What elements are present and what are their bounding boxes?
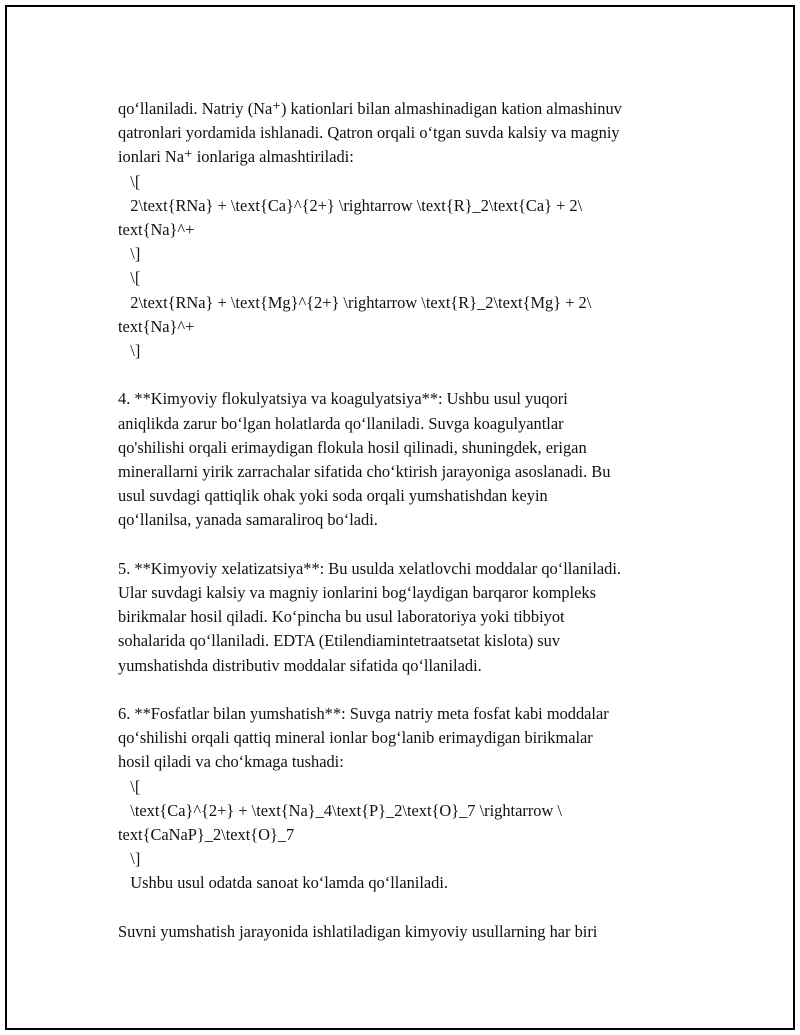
paragraph-6 (118, 702, 698, 896)
text-line: qo‘llanilsa, yanada samaraliroq bo‘ladi. (118, 510, 378, 530)
paragraph-intro (118, 97, 698, 363)
text-line: Ushbu usul odatda sanoat ko‘lamda qo‘llaniladi. (118, 873, 449, 893)
text-line: minerallarni yirik zarrachalar sifatida cho‘ktirish jarayoniga asoslanadi. Bu (118, 462, 611, 482)
latex-line: \[ (118, 776, 141, 796)
text-line: 6. **Fosfatlar bilan yumshatish**: Suvga natriy meta fosfat kabi moddalar (118, 704, 609, 724)
text-line: usul suvdagi qattiqlik ohak yoki soda orqali yumshatishdan keyin (118, 486, 548, 506)
paragraph-spacer (118, 533, 698, 557)
text-line: 5. **Kimyoviy xelatizatsiya**: Bu usulda xelatlovchi moddalar qo‘llaniladi. (118, 558, 621, 578)
text-line: qo‘shilishi orqali qattiq mineral ionlar bog‘lanib erimaydigan birikmalar (118, 728, 593, 748)
text-line: hosil qiladi va cho‘kmaga tushadi: (118, 752, 344, 772)
text-line: 4. **Kimyoviy flokulyatsiya va koagulyatsiya**: Ushbu usul yuqori (118, 389, 568, 409)
paragraph-5 (118, 557, 698, 678)
latex-line: text{Na}^+ (118, 220, 195, 240)
latex-line: 2\text{RNa} + \text{Ca}^{2+} \rightarrow \text{R}_2\text{Ca} + 2\ (118, 195, 583, 215)
page-frame (5, 5, 795, 1030)
text-line: birikmalar hosil qiladi. Ko‘pincha bu usul laboratoriya yoki tibbiyot (118, 607, 565, 627)
paragraph-spacer (118, 678, 698, 702)
latex-line: \[ (118, 268, 141, 288)
text-line: qo'shilishi orqali erimaydigan flokula hosil qilinadi, shuningdek, erigan (118, 437, 587, 457)
latex-line: 2\text{RNa} + \text{Mg}^{2+} \rightarrow \text{R}_2\text{Mg} + 2\ (118, 292, 592, 312)
latex-line: \[ (118, 171, 141, 191)
text-line: ionlari Na⁺ ionlariga almashtiriladi: (118, 147, 354, 167)
document-body (118, 97, 698, 944)
text-line: Suvni yumshatish jarayonida ishlatiladigan kimyoviy usullarning har biri (118, 921, 598, 941)
text-line: qatronlari yordamida ishlanadi. Qatron orqali o‘tgan suvda kalsiy va magniy (118, 123, 620, 143)
paragraph-final (118, 920, 698, 944)
latex-line: \] (118, 849, 141, 869)
latex-line: \text{Ca}^{2+} + \text{Na}_4\text{P}_2\text{O}_7 \rightarrow \ (118, 800, 562, 820)
paragraph-spacer (118, 896, 698, 920)
text-line: yumshatishda distributiv moddalar sifatida qo‘llaniladi. (118, 655, 482, 675)
text-line: qo‘llaniladi. Natriy (Na⁺) kationlari bilan almashinadigan kation almashinuv (118, 99, 622, 118)
latex-line: \] (118, 341, 141, 361)
latex-line: text{CaNaP}_2\text{O}_7 (118, 825, 295, 845)
paragraph-4 (118, 387, 698, 532)
text-line: sohalarida qo‘llaniladi. EDTA (Etilendiamintetraatsetat kislota) suv (118, 631, 561, 651)
paragraph-spacer (118, 363, 698, 387)
text-line: aniqlikda zarur bo‘lgan holatlarda qo‘llaniladi. Suvga koagulyantlar (118, 413, 564, 433)
text-line: Ular suvdagi kalsiy va magniy ionlarini bog‘laydigan barqaror kompleks (118, 583, 596, 603)
latex-line: \] (118, 244, 141, 264)
latex-line: text{Na}^+ (118, 316, 195, 336)
